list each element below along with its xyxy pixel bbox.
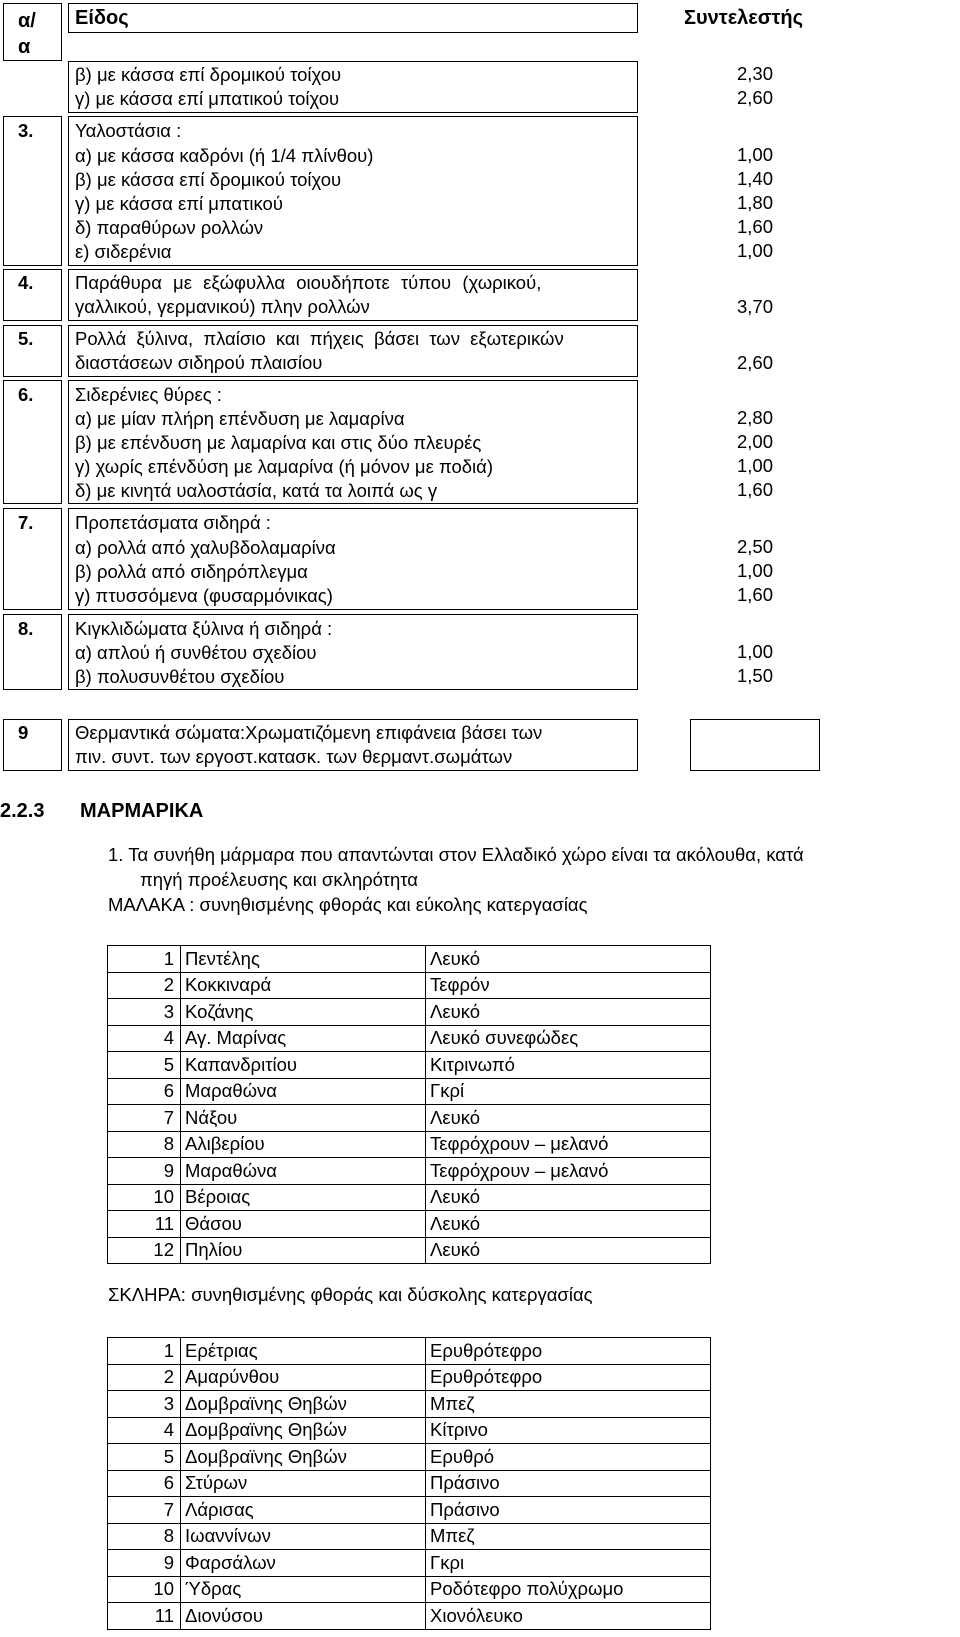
table-row: [108, 1550, 711, 1577]
marble-number: 7: [108, 1497, 181, 1524]
marble-origin: Λάρισας: [181, 1497, 426, 1524]
marble-number: 3: [108, 999, 181, 1026]
row-9-num-cell: [3, 719, 62, 771]
table-row: [108, 1523, 711, 1550]
row-8-coef-2: 1,50: [736, 665, 773, 686]
row-3-line-3: β) με κάσσα επί δρομικού τοίχου: [75, 169, 342, 190]
marble-color: Γκρί: [426, 1078, 711, 1105]
row-6-line-3: β) με επένδυση με λαμαρίνα και στις δύο πλευρές: [75, 432, 482, 453]
row-8-coef-1: 1,00: [736, 641, 773, 662]
row-4-line-2: γαλλικού, γερμανικού) πλην ρολλών: [75, 296, 370, 317]
table-row: [108, 1497, 711, 1524]
row-4-cell: [68, 269, 638, 321]
row-9-line-2: πιν. συντ. των εργοστ.κατασκ. των θερμαντ.σωμάτων: [75, 746, 513, 767]
row-9-coef-cell: [690, 719, 820, 771]
row-5-num-cell: [3, 325, 62, 377]
marble-origin: Ερέτριας: [181, 1338, 426, 1365]
marble-origin: Πεντέλης: [181, 946, 426, 973]
row-6-cell: [68, 380, 638, 504]
marble-color: Κιτρινωπό: [426, 1052, 711, 1079]
marble-number: 3: [108, 1391, 181, 1418]
marble-number: 4: [108, 1025, 181, 1052]
table-row: [108, 1364, 711, 1391]
row-5-coef: 2,60: [736, 352, 773, 373]
marble-number: 1: [108, 1338, 181, 1365]
table-row: [108, 999, 711, 1026]
row-3-num: 3.: [18, 120, 34, 141]
marble-origin: Κοζάνης: [181, 999, 426, 1026]
marble-origin: Πηλίου: [181, 1237, 426, 1264]
marble-color: Ερυθρό: [426, 1444, 711, 1471]
section-intro-line-2: πηγή προέλευσης και σκληρότητα: [140, 869, 418, 890]
marble-number: 2: [108, 1364, 181, 1391]
row-7-coef-3: 1,60: [736, 584, 773, 605]
marble-origin: Αμαρύνθου: [181, 1364, 426, 1391]
marble-color: Λευκό: [426, 1184, 711, 1211]
row-7-coef-2: 1,00: [736, 560, 773, 581]
table-row: [108, 1078, 711, 1105]
row-8-cell: [68, 614, 638, 690]
marble-color: Πράσινο: [426, 1470, 711, 1497]
row-8-num-cell: [3, 614, 62, 690]
table-row: [108, 1025, 711, 1052]
marble-origin: Ιωαννίνων: [181, 1523, 426, 1550]
marble-origin: Φαρσάλων: [181, 1550, 426, 1577]
marble-number: 4: [108, 1417, 181, 1444]
row-3-coef-3: 1,80: [736, 192, 773, 213]
row-5-line-1: Ρολλά ξύλινα, πλαίσιο και πήχεις βάσει των εξωτερικών: [75, 328, 564, 349]
row-5-line-2: διαστάσεων σιδηρού πλαισίου: [75, 352, 323, 373]
row-3-coef-5: 1,00: [736, 240, 773, 261]
marble-number: 12: [108, 1237, 181, 1264]
row-8-line-3: β) πολυσυνθέτου σχεδίου: [75, 666, 285, 687]
header-coef-label: Συντελεστής: [684, 7, 804, 29]
marble-color: Ερυθρότεφρο: [426, 1338, 711, 1365]
row-4-num-cell: [3, 269, 62, 321]
marble-origin: Δομβραϊνης Θηβών: [181, 1417, 426, 1444]
table-row: [108, 1417, 711, 1444]
marble-color: Λευκό: [426, 999, 711, 1026]
marble-color: Λευκό: [426, 1211, 711, 1238]
row-4-coef: 3,70: [736, 296, 773, 317]
row-6-coef-1: 2,80: [736, 407, 773, 428]
marble-origin: Αλιβερίου: [181, 1131, 426, 1158]
row-3-line-2: α) με κάσσα καδρόνι (ή 1/4 πλίνθου): [75, 145, 374, 166]
row-3-line-4: γ) με κάσσα επί μπατικού: [75, 193, 283, 214]
row-6-coef-3: 1,00: [736, 455, 773, 476]
row-2-coef-1: 2,30: [736, 63, 773, 84]
header-item-label: Είδος: [75, 7, 129, 29]
marble-number: 11: [108, 1603, 181, 1630]
table-row: [108, 1444, 711, 1471]
marble-color: Τεφρόχρουν – μελανό: [426, 1158, 711, 1185]
row-8-num: 8.: [18, 618, 34, 639]
marble-color: Λευκό συνεφώδες: [426, 1025, 711, 1052]
table-row: [108, 1576, 711, 1603]
row-6-line-1: Σιδερένιες θύρες :: [75, 384, 222, 405]
marble-number: 1: [108, 946, 181, 973]
marble-color: Μπεζ: [426, 1523, 711, 1550]
row-6-coef-2: 2,00: [736, 431, 773, 452]
marble-origin: Θάσου: [181, 1211, 426, 1238]
row-6-num-cell: [3, 380, 62, 504]
row-6-line-2: α) με μίαν πλήρη επένδυση με λαμαρίνα: [75, 408, 405, 429]
marble-color: Λευκό: [426, 1237, 711, 1264]
marble-number: 8: [108, 1523, 181, 1550]
row-3-num-cell: [3, 116, 62, 266]
row-3-line-1: Υαλοστάσια :: [75, 120, 182, 141]
marble-color: Ροδότεφρο πολύχρωμο: [426, 1576, 711, 1603]
soft-marbles-table: [107, 945, 711, 1264]
table-row: [108, 1158, 711, 1185]
row-3-line-5: δ) παραθύρων ρολλών: [75, 217, 264, 238]
marble-origin: Μαραθώνα: [181, 1078, 426, 1105]
row-9-line-1: Θερμαντικά σώματα:Χρωματιζόμενη επιφάνεια βάσει των: [75, 722, 543, 743]
row-6-line-5: δ) με κινητά υαλοστάσία, κατά τα λοιπά ως γ: [75, 480, 438, 501]
marble-number: 9: [108, 1158, 181, 1185]
row-2-cell: [68, 61, 638, 113]
marble-number: 10: [108, 1576, 181, 1603]
row-5-num: 5.: [18, 328, 34, 349]
row-7-coef-1: 2,50: [736, 536, 773, 557]
hard-marbles-table: [107, 1337, 711, 1630]
marble-origin: Κοκκιναρά: [181, 972, 426, 999]
row-7-line-3: β) ρολλά από σιδηρόπλεγμα: [75, 561, 308, 582]
marble-number: 6: [108, 1470, 181, 1497]
marble-color: Χιονόλευκο: [426, 1603, 711, 1630]
row-2-coef-2: 2,60: [736, 87, 773, 108]
marble-number: 5: [108, 1444, 181, 1471]
row-3-coef-2: 1,40: [736, 168, 773, 189]
marble-number: 11: [108, 1211, 181, 1238]
row-6-coef-4: 1,60: [736, 479, 773, 500]
marble-color: Κίτρινο: [426, 1417, 711, 1444]
marble-origin: Στύρων: [181, 1470, 426, 1497]
row-4-num: 4.: [18, 272, 34, 293]
row-3-line-6: ε) σιδερένια: [75, 241, 172, 262]
marble-number: 2: [108, 972, 181, 999]
marble-origin: Καπανδριτίου: [181, 1052, 426, 1079]
row-4-line-1: Παράθυρα με εξώφυλλα οιουδήποτε τύπου (χωρικού,: [75, 272, 542, 293]
row-5-cell: [68, 325, 638, 377]
marble-color: Ερυθρότεφρο: [426, 1364, 711, 1391]
marble-number: 8: [108, 1131, 181, 1158]
row-9-num: 9: [18, 722, 29, 743]
row-3-coef-1: 1,00: [736, 144, 773, 165]
row-6-line-4: γ) χωρίς επένδύση με λαμαρίνα (ή μόνον με ποδιά): [75, 456, 494, 477]
table-row: [108, 1338, 711, 1365]
marble-origin: Διονύσου: [181, 1603, 426, 1630]
marble-color: Λευκό: [426, 1105, 711, 1132]
table-row: [108, 972, 711, 999]
section-intro-line-1: 1. Τα συνήθη μάρμαρα που απαντώνται στον Ελλαδικό χώρο είναι τα ακόλουθα, κατά: [108, 844, 804, 865]
row-7-num-cell: [3, 508, 62, 610]
table-row: [108, 1052, 711, 1079]
row-7-line-1: Προπετάσματα σιδηρά :: [75, 512, 271, 533]
table-row: [108, 1603, 711, 1630]
marble-number: 7: [108, 1105, 181, 1132]
row-2-line-2: γ) με κάσσα επί μπατικού τοίχου: [75, 88, 340, 109]
section-title: ΜΑΡΜΑΡΙΚΑ: [80, 800, 204, 822]
header-num-cell: [3, 3, 62, 61]
soft-marbles-heading: ΜΑΛΑΚΑ : συνηθισμένης φθοράς και εύκολης κατεργασίας: [108, 894, 588, 915]
table-row: [108, 1237, 711, 1264]
marble-origin: Ύδρας: [181, 1576, 426, 1603]
row-3-coef-4: 1,60: [736, 216, 773, 237]
hard-marbles-heading: ΣΚΛΗΡΑ: συνηθισμένης φθοράς και δύσκολης κατεργασίας: [108, 1284, 593, 1305]
header-item-cell: [68, 3, 638, 33]
row-8-line-2: α) απλού ή συνθέτου σχεδίου: [75, 642, 317, 663]
marble-color: Γκρι: [426, 1550, 711, 1577]
table-row: [108, 1184, 711, 1211]
marble-origin: Αγ. Μαρίνας: [181, 1025, 426, 1052]
table-row: [108, 1211, 711, 1238]
marble-number: 10: [108, 1184, 181, 1211]
table-row: [108, 1470, 711, 1497]
marble-color: Λευκό: [426, 946, 711, 973]
row-6-num: 6.: [18, 384, 34, 405]
header-num-label: α/ α: [18, 10, 36, 58]
row-3-cell: [68, 116, 638, 266]
marble-origin: Δομβραϊνης Θηβών: [181, 1391, 426, 1418]
marble-color: Τεφρόν: [426, 972, 711, 999]
marble-origin: Δομβραϊνης Θηβών: [181, 1444, 426, 1471]
row-7-line-2: α) ρολλά από χαλυβδολαμαρίνα: [75, 537, 336, 558]
marble-origin: Μαραθώνα: [181, 1158, 426, 1185]
row-7-line-4: γ) πτυσσόμενα (φυσαρμόνικας): [75, 585, 333, 606]
marble-color: Τεφρόχρουν – μελανό: [426, 1131, 711, 1158]
marble-number: 9: [108, 1550, 181, 1577]
row-2-line-1: β) με κάσσα επί δρομικού τοίχου: [75, 64, 342, 85]
section-number: 2.2.3: [0, 800, 45, 822]
marble-origin: Νάξου: [181, 1105, 426, 1132]
row-7-cell: [68, 508, 638, 610]
table-row: [108, 946, 711, 973]
table-row: [108, 1105, 711, 1132]
marble-color: Πράσινο: [426, 1497, 711, 1524]
marble-color: Μπεζ: [426, 1391, 711, 1418]
row-9-cell: [68, 719, 638, 771]
table-row: [108, 1391, 711, 1418]
marble-number: 5: [108, 1052, 181, 1079]
row-7-num: 7.: [18, 512, 34, 533]
marble-number: 6: [108, 1078, 181, 1105]
row-8-line-1: Κιγκλιδώματα ξύλινα ή σιδηρά :: [75, 618, 333, 639]
table-row: [108, 1131, 711, 1158]
marble-origin: Βέροιας: [181, 1184, 426, 1211]
